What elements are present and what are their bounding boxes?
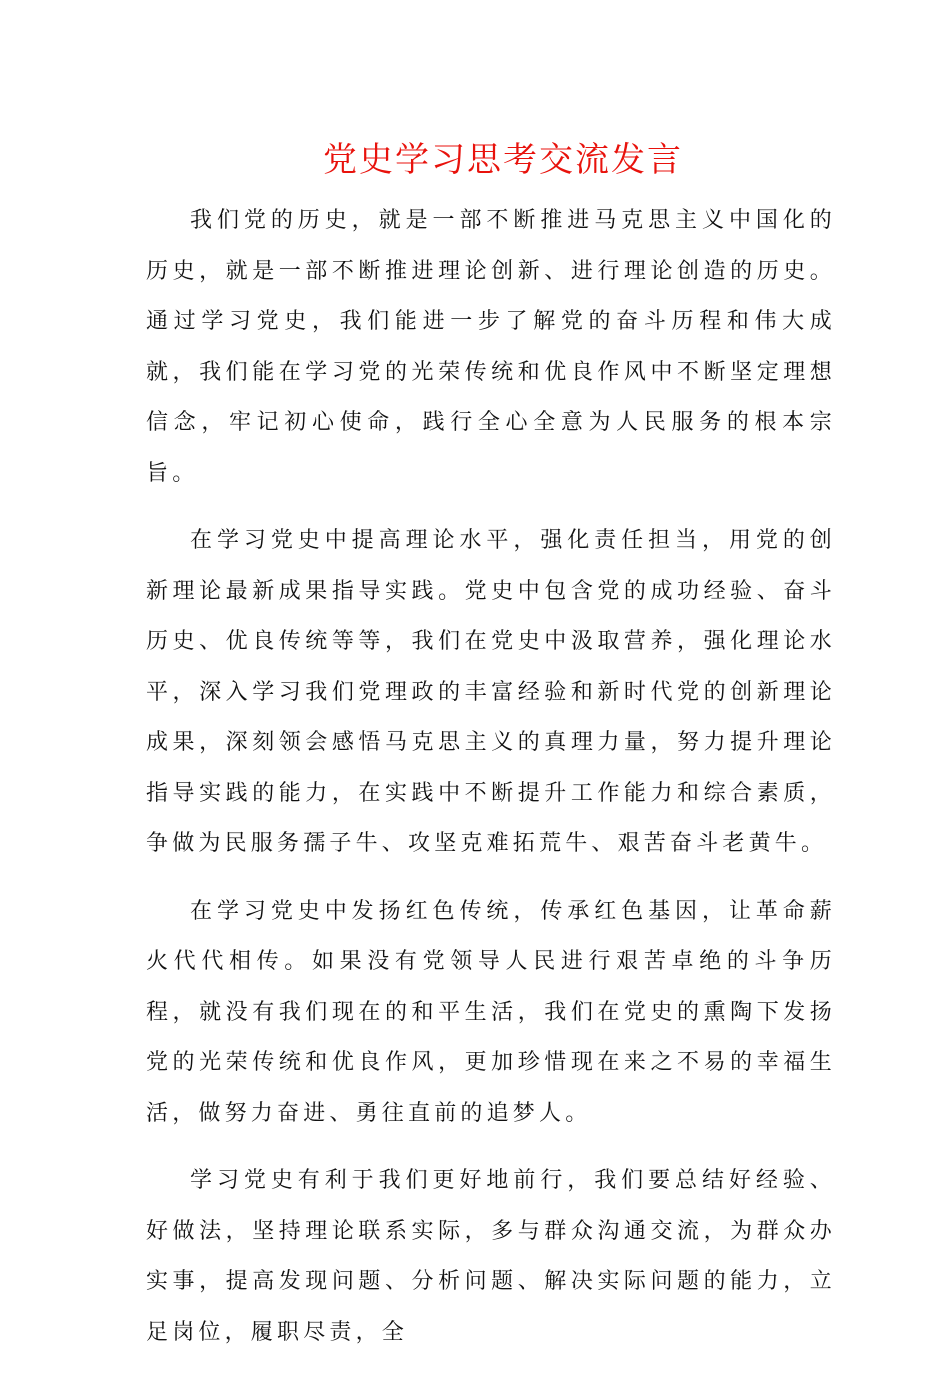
- paragraph-2: 在学习党史中提高理论水平，强化责任担当，用党的创新理论最新成果指导实践。党史中包含党的成功经验、奋斗历史、优良传统等等，我们在党史中汲取营养，强化理论水平，深入学习我们党理政的丰富经验和新时代党的创新理论成果，深刻领会感悟马克思主义的真理力量，努力提升理论指导实践的能力，在实践中不断提升工作能力和综合素质，争做为民服务孺子牛、攻坚克难拓荒牛、艰苦奋斗老黄牛。: [146, 528, 836, 856]
- document-title: 党史学习思考交流发言: [323, 140, 683, 180]
- document-body: [146, 196, 836, 1375]
- paragraph-4: 学习党史有利于我们更好地前行，我们要总结好经验、好做法，坚持理论联系实际，多与群众沟通交流，为群众办实事，提高发现问题、分析问题、解决实际问题的能力，立足岗位，履职尽责，全: [146, 1168, 836, 1345]
- paragraph-1: 我们党的历史，就是一部不断推进马克思主义中国化的历史，就是一部不断推进理论创新、进行理论创造的历史。通过学习党史，我们能进一步了解党的奋斗历程和伟大成就，我们能在学习党的光荣传统和优良作风中不断坚定理想信念，牢记初心使命，践行全心全意为人民服务的根本宗旨。: [146, 208, 836, 486]
- paragraph-3: 在学习党史中发扬红色传统，传承红色基因，让革命薪火代代相传。如果没有党领导人民进行艰苦卓绝的斗争历程，就没有我们现在的和平生活，我们在党史的熏陶下发扬党的光荣传统和优良作风，更加珍惜现在来之不易的幸福生活，做努力奋进、勇往直前的追梦人。: [146, 898, 836, 1126]
